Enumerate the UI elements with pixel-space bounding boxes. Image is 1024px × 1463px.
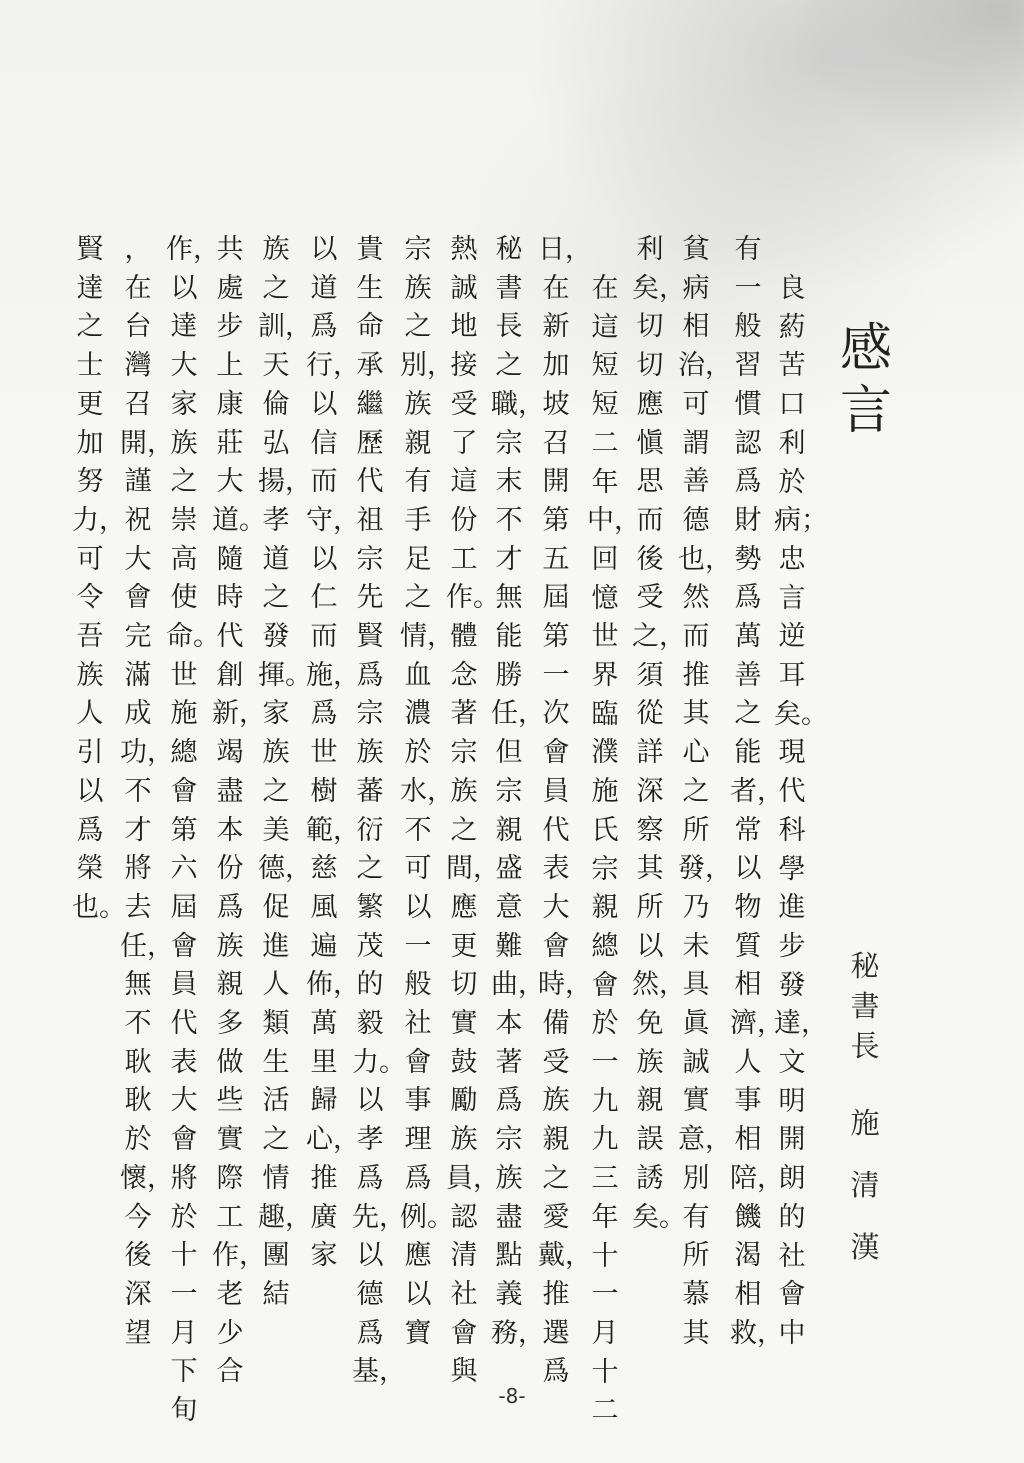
signature-role: 秘書長	[850, 949, 880, 1063]
text-column-5: 在這短短二年中，回憶世界臨濮施氏宗親總會於一九九三年十一月十二	[587, 273, 641, 1427]
text-column-11: 以道爲行，以信而守，以仁而施，爲世樹範，慈風遍佈，萬里歸心，推廣家	[306, 234, 360, 1272]
text-column-13: 共處步上康莊大道。隨時代創新，竭盡本份爲族親多做些實際工作，老少合	[212, 234, 266, 1388]
text-column-10: 貴生命承繼歷代祖宗先賢爲宗族蕃衍之繁茂的毅力。以孝爲先，以德爲基，	[352, 234, 406, 1388]
text-column-1: 良葯苦口利於病；忠言逆耳矣。現代科學進步發達，文明開朗的社會中	[774, 273, 828, 1349]
text-column-14: 作，以達大家族之崇高使命。世施總會第六屆會員代表大會將於十一月下旬	[166, 234, 220, 1427]
text-column-8: 熱誠地接受了這份工作。體念著宗族之間，應更切實鼓勵族員，認清社會與	[446, 234, 500, 1388]
text-column-9: 宗族之別，族親有手足之情，血濃於水，不可以一般社會事理爲例。應以寶	[400, 234, 454, 1349]
text-column-15: ，在台灣召開，謹祝大會完滿成功，不才將去任，無不耿耿於懷，今後深望	[120, 234, 174, 1349]
text-column-6: 日，在新加坡召開第五屆第一次會員代表大會時，備受族親之愛戴，推選爲	[538, 234, 592, 1388]
text-column-12: 族之訓，天倫弘揚，孝道之發揮。家族之美德，促進人類生活之情趣，團結	[258, 234, 312, 1310]
page-number: -8-	[498, 1384, 526, 1408]
signature-block	[843, 946, 887, 1278]
text-column-2: 有一般習慣認爲財勢爲萬善之能者，常以物質相濟，人事相陪，饑渴相救，	[730, 234, 784, 1349]
signature-name: 施清漢	[850, 1106, 880, 1264]
text-column-16: 賢達之士更加努力，可令吾族人引以爲榮也。	[72, 234, 126, 923]
page-title: 感言	[839, 319, 892, 441]
text-column-7: 秘書長之職，宗末不才無能勝任，但宗親盛意難曲，本著爲宗族盡點義務，	[491, 234, 545, 1349]
text-column-3: 貧病相治，可謂善德也，然而推其心之所發，乃未具眞誠實意，別有所慕其	[678, 234, 732, 1349]
text-column-4: 利矣，切切應愼思而後受之，須從詳深察其所以然，免族親誤誘矣。	[632, 234, 686, 1233]
